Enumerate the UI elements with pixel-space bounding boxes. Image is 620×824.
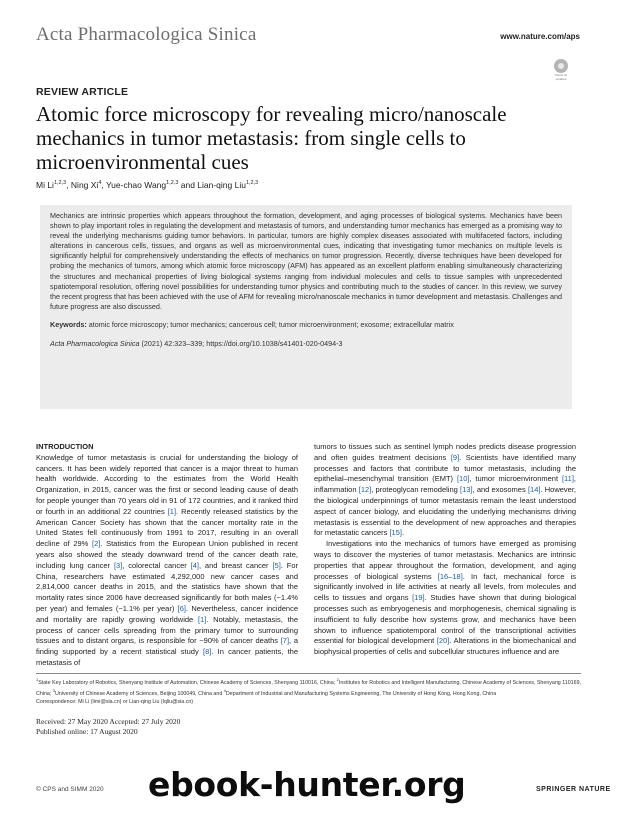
article-dates <box>36 717 180 736</box>
abstract-text: Mechanics are intrinsic properties which appears throughout the formation, development, and aging processes of biological systems. Mechanics have been shown to play important roles in regulating the development and metastasis of tumors, and understanding tumor mechanics has emerged as a promising way to reveal the underlying mechanisms guiding tumor behaviors. In particular, tumors are highly complex diseases associated with multifaceted factors, including alterations in cancerous cells, tissues, and organs as well as microenvironmental cues, indicating that investigating tumor mechanics on multiple levels is significantly helpful for comprehensively understanding the effects of mechanics on tumor progression. Recently, diverse techniques have been developed for probing the mechanics of tumors, among which atomic force microscopy (AFM) has appeared as an excellent platform enabling simultaneously characterizing the structures and mechanical properties of living biological systems ranging from individual molecules and cells to tissue samples with unprecedented spatiotemporal resolution, offering novel possibilities for understanding tumor physics and contributing much to the studies of cancer. In this review, we survey the recent progress that has been achieved with the use of AFM for revealing micro/nanoscale mechanics in tumor development and metastasis. Challenges and future progress are also discussed. <box>50 211 562 311</box>
reference-link[interactable]: [9] <box>450 452 460 462</box>
reference-link[interactable]: [6] <box>177 603 186 613</box>
author-list: Mi Li$^{1,2,3}$, Ning Xi$^4$, Yue-chao Wang$^{1,2,3}$ and Lian-qing Liu$^{1,2,3}$ <box>36 180 259 190</box>
author-name: Mi Li <box>36 180 54 190</box>
body-paragraph: Knowledge of tumor metastasis is crucial for understanding the biology of cancers. It has been widely reported that cancer is a major threat to human health worldwide. According to the estimates from the World Health Organization, in 2015, cancer was the first or second leading cause of death for people younger than 70 years old in 91 of 172 countries, and it ranked third or fourth in an additional 22 countries [1]. Recently released statistics by the American Cancer Society has shown that the cancer mortality rate in the United States fell continuously from 1991 to 2017, resulting in an overall decline of 29% [2]. Statistics from the European Union published in recent years also showed the steady downward trend of the cancer death rate, including lung cancer [3], colorectal cancer [4], and breast cancer [5]. For China, researchers have estimated 4,292,000 new cancer cases and 2,814,000 cancer deaths in 2015, and the statistics have shown that the mortality rates since 2006 have decreased significantly for both males (−1.4% per year) and females (−1.1% per year) [6]. Nevertheless, cancer incidence and mortality are rapidly growing worldwide [1]. Notably, metastasis, the process of cancer cells spreading from the primary tumor to surrounding tissues and to distant organs, is responsible for ~90% of cancer deaths [7], a finding supported by a recent statistical study [8]. In cancer patients, the metastasis of <box>36 452 299 667</box>
watermark: ebook-hunter.org <box>148 765 466 804</box>
reference-link[interactable]: [16–18] <box>437 571 463 581</box>
reference-link[interactable]: [15] <box>389 528 402 538</box>
reference-link[interactable]: [5] <box>272 560 281 570</box>
affiliation-list <box>36 676 581 699</box>
reference-link[interactable]: [4] <box>190 560 199 570</box>
journal-name: Acta Pharmacologica Sinica <box>36 24 257 45</box>
affiliation-marker: 4 <box>223 688 226 694</box>
affiliation-text: State Key Laboratory of Robotics, Shenyang Institute of Automation, Chinese Academy of Sciences, Shenyang 110016, China; <box>38 679 337 686</box>
author-name: Lian-qing Liu <box>197 180 246 190</box>
reference-link[interactable]: [1] <box>167 506 177 516</box>
correspondence-line: Correspondence: Mi Li (limi@sia.cn) or Lian-qing Liu (lqliu@sia.cn) <box>36 698 194 705</box>
keywords-label: Keywords: <box>50 319 87 329</box>
body-paragraph: Investigations into the mechanics of tumors have emerged as promising ways to discover the mysteries of tumor metastasis. Mechanics are intrinsic properties that appear throughout the formation, development, and aging processes of biological systems [16–18]. In fact, mechanical force is significantly involved in life activities at nearly all levels, from molecules and cells to tissues and organs [19]. Studies have shown that during biological processes such as embryogenesis and morphogenesis, chemical signaling is insufficient to fully describe how systems grow, and mechanics have been shown to influence spatiotemporal control of the transcriptional activities essential for biological development [20]. Alterations in the biomechanical and biophysical properties of cells and subcellular structures influence and are <box>314 539 576 657</box>
affiliation-text: University of Chinese Academy of Sciences, Beijing 100049, China and <box>55 691 224 698</box>
author-affiliation-marker: 1,2,3 <box>53 180 67 187</box>
citation-line <box>50 339 562 349</box>
check-updates-icon <box>554 59 568 73</box>
affiliation-marker: 2 <box>336 677 339 682</box>
reference-link[interactable]: [12] <box>358 485 372 495</box>
reference-link[interactable]: [2] <box>92 539 101 549</box>
published-date: Published online: 17 August 2020 <box>36 726 138 736</box>
reference-link[interactable]: [10] <box>456 474 470 484</box>
publisher-logo: SPRINGER NATURE <box>536 786 611 793</box>
footnote-divider <box>36 673 581 674</box>
copyright-notice: © CPS and SIMM 2020 <box>36 786 104 793</box>
abstract-box <box>40 205 572 409</box>
affiliation-text: Department of Industrial and Manufacturing Systems Engineering, The University of Hong Kong, Hong Kong, China <box>225 691 497 698</box>
article-title: Atomic force microscopy for revealing micro/nanoscale mechanics in tumor metastasis: from single cells to microenvironmental cues <box>36 102 507 174</box>
affiliation-marker: 1 <box>36 677 39 682</box>
citation-details: (2021) 42:323–339; https://doi.org/10.1038/s41401-020-0494-3 <box>139 339 343 349</box>
author-affiliation-marker: 1,2,3 <box>166 180 179 187</box>
received-accepted-dates: Received: 27 May 2020 Accepted: 27 July 2020 <box>36 717 181 726</box>
check-updates-label: Check for updates <box>554 73 568 81</box>
reference-link[interactable]: [20] <box>436 636 450 646</box>
affiliations-footnote <box>36 676 581 706</box>
affiliation-marker: 3 <box>52 688 56 694</box>
author-affiliation-marker: 1,2,3 <box>245 180 259 187</box>
reference-link[interactable]: [8] <box>202 647 212 657</box>
reference-link[interactable]: [3] <box>113 560 123 570</box>
body-column-right <box>314 442 576 658</box>
affiliation-text: Institutes for Robotics and Intelligent Manufacturing, Chinese Academy of Sciences, Shenyang 110169, China; <box>36 679 581 698</box>
article-type: REVIEW ARTICLE <box>36 86 129 98</box>
check-for-updates-badge[interactable] <box>552 59 570 83</box>
reference-link[interactable]: [13] <box>460 485 473 495</box>
author-name: Yue-chao Wang <box>105 180 167 190</box>
keywords-line <box>50 320 562 330</box>
journal-website-link[interactable]: www.nature.com/aps <box>500 32 580 41</box>
reference-link[interactable]: [1] <box>197 614 207 624</box>
reference-link[interactable]: [7] <box>280 636 290 646</box>
introduction-heading: INTRODUCTION <box>36 442 94 451</box>
reference-link[interactable]: [14] <box>527 485 541 495</box>
citation-journal: Acta Pharmacologica Sinica <box>50 339 140 349</box>
author-affiliation-marker: 4 <box>98 180 102 187</box>
reference-link[interactable]: [11] <box>561 474 574 484</box>
body-column-left <box>36 442 298 669</box>
body-paragraph: tumors to tissues such as sentinel lymph nodes predicts disease progression and often guides treatment decisions [9]. Scientists have identified many processes and factors that contribute to tumor metastasis, including the epithelial–mesenchymal transition (EMT) [10], tumor microenvironment [11], inflammation [12], proteoglycan remodeling [13], and exosomes [14]. However, the biological underpinnings of tumor metastasis remain the least understood aspect of cancer biology, and elucidating the underlying mechanisms driving metastasis is essential to the development of new approaches and therapies for metastatic cancers [15]. <box>314 442 577 538</box>
reference-link[interactable]: [19] <box>412 593 425 603</box>
author-name: Ning Xi <box>70 180 99 190</box>
keywords-text: atomic force microscopy; tumor mechanics; cancerous cell; tumor microenvironment; exosome; extracellular matrix <box>88 319 454 329</box>
